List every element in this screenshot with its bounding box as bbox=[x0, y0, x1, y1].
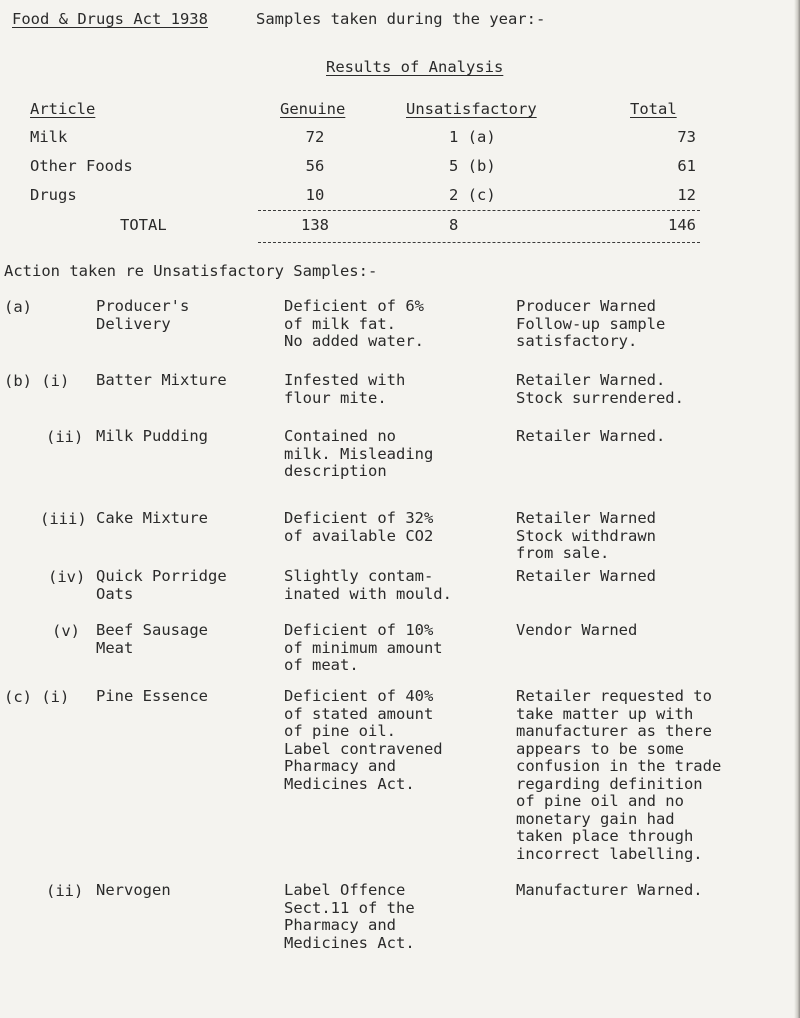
entry-finding-line: Deficient of 40% bbox=[284, 687, 434, 705]
entry-article-line: Quick Porridge bbox=[96, 567, 227, 585]
entry-article-line: Batter Mixture bbox=[96, 371, 227, 389]
entry-finding-line: Medicines Act. bbox=[284, 933, 415, 952]
entry-mark: (iii) bbox=[40, 510, 87, 528]
col-header-total: Total bbox=[630, 100, 677, 118]
entry-finding-line: of minimum amount bbox=[284, 638, 443, 657]
entry-action bbox=[516, 298, 665, 351]
entry-action-line: regarding definition bbox=[516, 774, 703, 793]
entry-finding-line: inated with mould. bbox=[284, 584, 452, 603]
entry-finding bbox=[284, 510, 433, 545]
entry-article-line: Beef Sausage bbox=[96, 621, 208, 639]
entry-finding-line: of meat. bbox=[284, 656, 359, 674]
entry-finding bbox=[284, 298, 424, 351]
entry-article-line: Meat bbox=[96, 638, 134, 657]
entry-article-line: Pine Essence bbox=[96, 687, 208, 705]
col-header-unsatisfactory: Unsatisfactory bbox=[406, 100, 537, 118]
row-unsatisfactory: 5 (b) bbox=[449, 157, 496, 175]
entry-article-line: Producer's bbox=[96, 297, 190, 315]
samples-title: Samples taken during the year:- bbox=[256, 10, 546, 28]
entry-article bbox=[96, 568, 227, 603]
entry-action-line: Producer Warned bbox=[516, 297, 656, 315]
entry-article bbox=[96, 622, 208, 657]
entry-finding bbox=[284, 428, 433, 481]
row-article: Other Foods bbox=[30, 157, 133, 175]
entry-finding-line: milk. Misleading bbox=[284, 444, 434, 463]
entry-action-line: confusion in the trade bbox=[516, 757, 722, 775]
row-article: Drugs bbox=[30, 186, 77, 204]
entry-article bbox=[96, 298, 189, 333]
row-total: 61 bbox=[677, 157, 696, 175]
entry-action bbox=[516, 428, 665, 446]
row-total: 12 bbox=[677, 186, 696, 204]
entry-action-line: monetary gain had bbox=[516, 809, 675, 828]
entry-action-line: Vendor Warned bbox=[516, 621, 638, 639]
row-genuine: 10 bbox=[305, 186, 325, 204]
entry-action-line: Manufacturer Warned. bbox=[516, 881, 703, 899]
entry-article bbox=[96, 510, 208, 528]
entry-action bbox=[516, 622, 637, 640]
entry-action bbox=[516, 882, 703, 900]
entry-finding-line: Pharmacy and bbox=[284, 757, 396, 775]
entry-finding-line: flour mite. bbox=[284, 388, 387, 407]
total-genuine: 138 bbox=[301, 216, 329, 234]
page-edge-shadow bbox=[794, 0, 800, 1018]
entry-action-line: Retailer Warned. bbox=[516, 427, 666, 445]
entry-mark: (v) bbox=[52, 622, 80, 640]
entry-finding-line: Contained no bbox=[284, 427, 396, 445]
entry-finding-line: description bbox=[284, 462, 387, 480]
entry-article-line: Delivery bbox=[96, 314, 171, 333]
entry-action-line: Retailer Warned. bbox=[516, 371, 666, 389]
entry-finding-line: Deficient of 6% bbox=[284, 297, 424, 315]
entry-mark: (c) (i) bbox=[4, 688, 70, 706]
entry-action-line: Stock surrendered. bbox=[516, 388, 684, 407]
row-genuine: 72 bbox=[305, 128, 325, 146]
entry-finding bbox=[284, 372, 405, 407]
entry-action-line: from sale. bbox=[516, 544, 610, 562]
entry-finding-line: Pharmacy and bbox=[284, 916, 396, 934]
row-unsatisfactory: 2 (c) bbox=[449, 186, 496, 204]
total-total: 146 bbox=[668, 216, 696, 234]
row-article: Milk bbox=[30, 128, 68, 146]
row-unsatisfactory: 1 (a) bbox=[449, 128, 496, 146]
col-header-article: Article bbox=[30, 100, 96, 118]
entry-action-line: appears to be some bbox=[516, 739, 684, 758]
entry-action bbox=[516, 568, 656, 586]
action-title: Action taken re Unsatisfactory Samples:- bbox=[4, 262, 378, 280]
row-total: 73 bbox=[677, 128, 696, 146]
entry-action bbox=[516, 372, 684, 407]
entry-article bbox=[96, 688, 208, 706]
results-title: Results of Analysis bbox=[326, 58, 504, 76]
total-unsatisfactory: 8 bbox=[449, 216, 459, 234]
entry-finding-line: Deficient of 10% bbox=[284, 621, 434, 639]
entry-action-line: take matter up with bbox=[516, 704, 694, 723]
entry-finding bbox=[284, 688, 443, 793]
entry-finding-line: Infested with bbox=[284, 371, 406, 389]
total-label: TOTAL bbox=[120, 216, 167, 234]
entry-action-line: of pine oil and no bbox=[516, 792, 684, 810]
entry-article bbox=[96, 882, 171, 900]
entry-action bbox=[516, 510, 656, 563]
entry-finding-line: Slightly contam- bbox=[284, 567, 434, 585]
entry-finding-line: of available CO2 bbox=[284, 526, 434, 545]
entry-finding-line: Label Offence bbox=[284, 881, 406, 899]
entry-action-line: Stock withdrawn bbox=[516, 526, 656, 545]
entry-article bbox=[96, 372, 227, 390]
act-title: Food & Drugs Act 1938 bbox=[12, 10, 208, 28]
entry-action-line: Retailer Warned bbox=[516, 509, 656, 527]
entry-finding-line: of milk fat. bbox=[284, 314, 396, 333]
entry-article-line: Cake Mixture bbox=[96, 509, 208, 527]
entry-article bbox=[96, 428, 208, 446]
entry-action-line: satisfactory. bbox=[516, 332, 638, 350]
entry-article-line: Oats bbox=[96, 584, 134, 603]
entry-action-line: Retailer requested to bbox=[516, 687, 712, 705]
entry-article-line: Milk Pudding bbox=[96, 427, 208, 445]
entry-action bbox=[516, 688, 721, 863]
entry-finding bbox=[284, 882, 415, 952]
entry-mark: (ii) bbox=[46, 882, 84, 900]
entry-article-line: Nervogen bbox=[96, 881, 171, 899]
entry-finding-line: Sect.11 of the bbox=[284, 898, 415, 917]
entry-action-line: incorrect labelling. bbox=[516, 844, 703, 863]
entry-finding-line: of pine oil. bbox=[284, 722, 396, 740]
entry-finding bbox=[284, 568, 452, 603]
col-header-genuine: Genuine bbox=[280, 100, 346, 118]
entry-action-line: manufacturer as there bbox=[516, 722, 712, 740]
row-genuine: 56 bbox=[305, 157, 325, 175]
entry-finding-line: of stated amount bbox=[284, 704, 434, 723]
total-rule-top bbox=[258, 210, 700, 211]
entry-finding bbox=[284, 622, 443, 675]
entry-action-line: Follow-up sample bbox=[516, 314, 666, 333]
entry-mark: (iv) bbox=[48, 568, 86, 586]
entry-finding-line: Deficient of 32% bbox=[284, 509, 434, 527]
entry-finding-line: No added water. bbox=[284, 332, 424, 350]
entry-action-line: taken place through bbox=[516, 827, 694, 845]
entry-finding-line: Label contravened bbox=[284, 739, 443, 758]
entry-finding-line: Medicines Act. bbox=[284, 774, 415, 793]
entry-mark: (a) bbox=[4, 298, 32, 316]
total-rule-bottom bbox=[258, 242, 700, 243]
entry-action-line: Retailer Warned bbox=[516, 567, 656, 585]
entry-mark: (b) (i) bbox=[4, 372, 70, 390]
entry-mark: (ii) bbox=[46, 428, 84, 446]
